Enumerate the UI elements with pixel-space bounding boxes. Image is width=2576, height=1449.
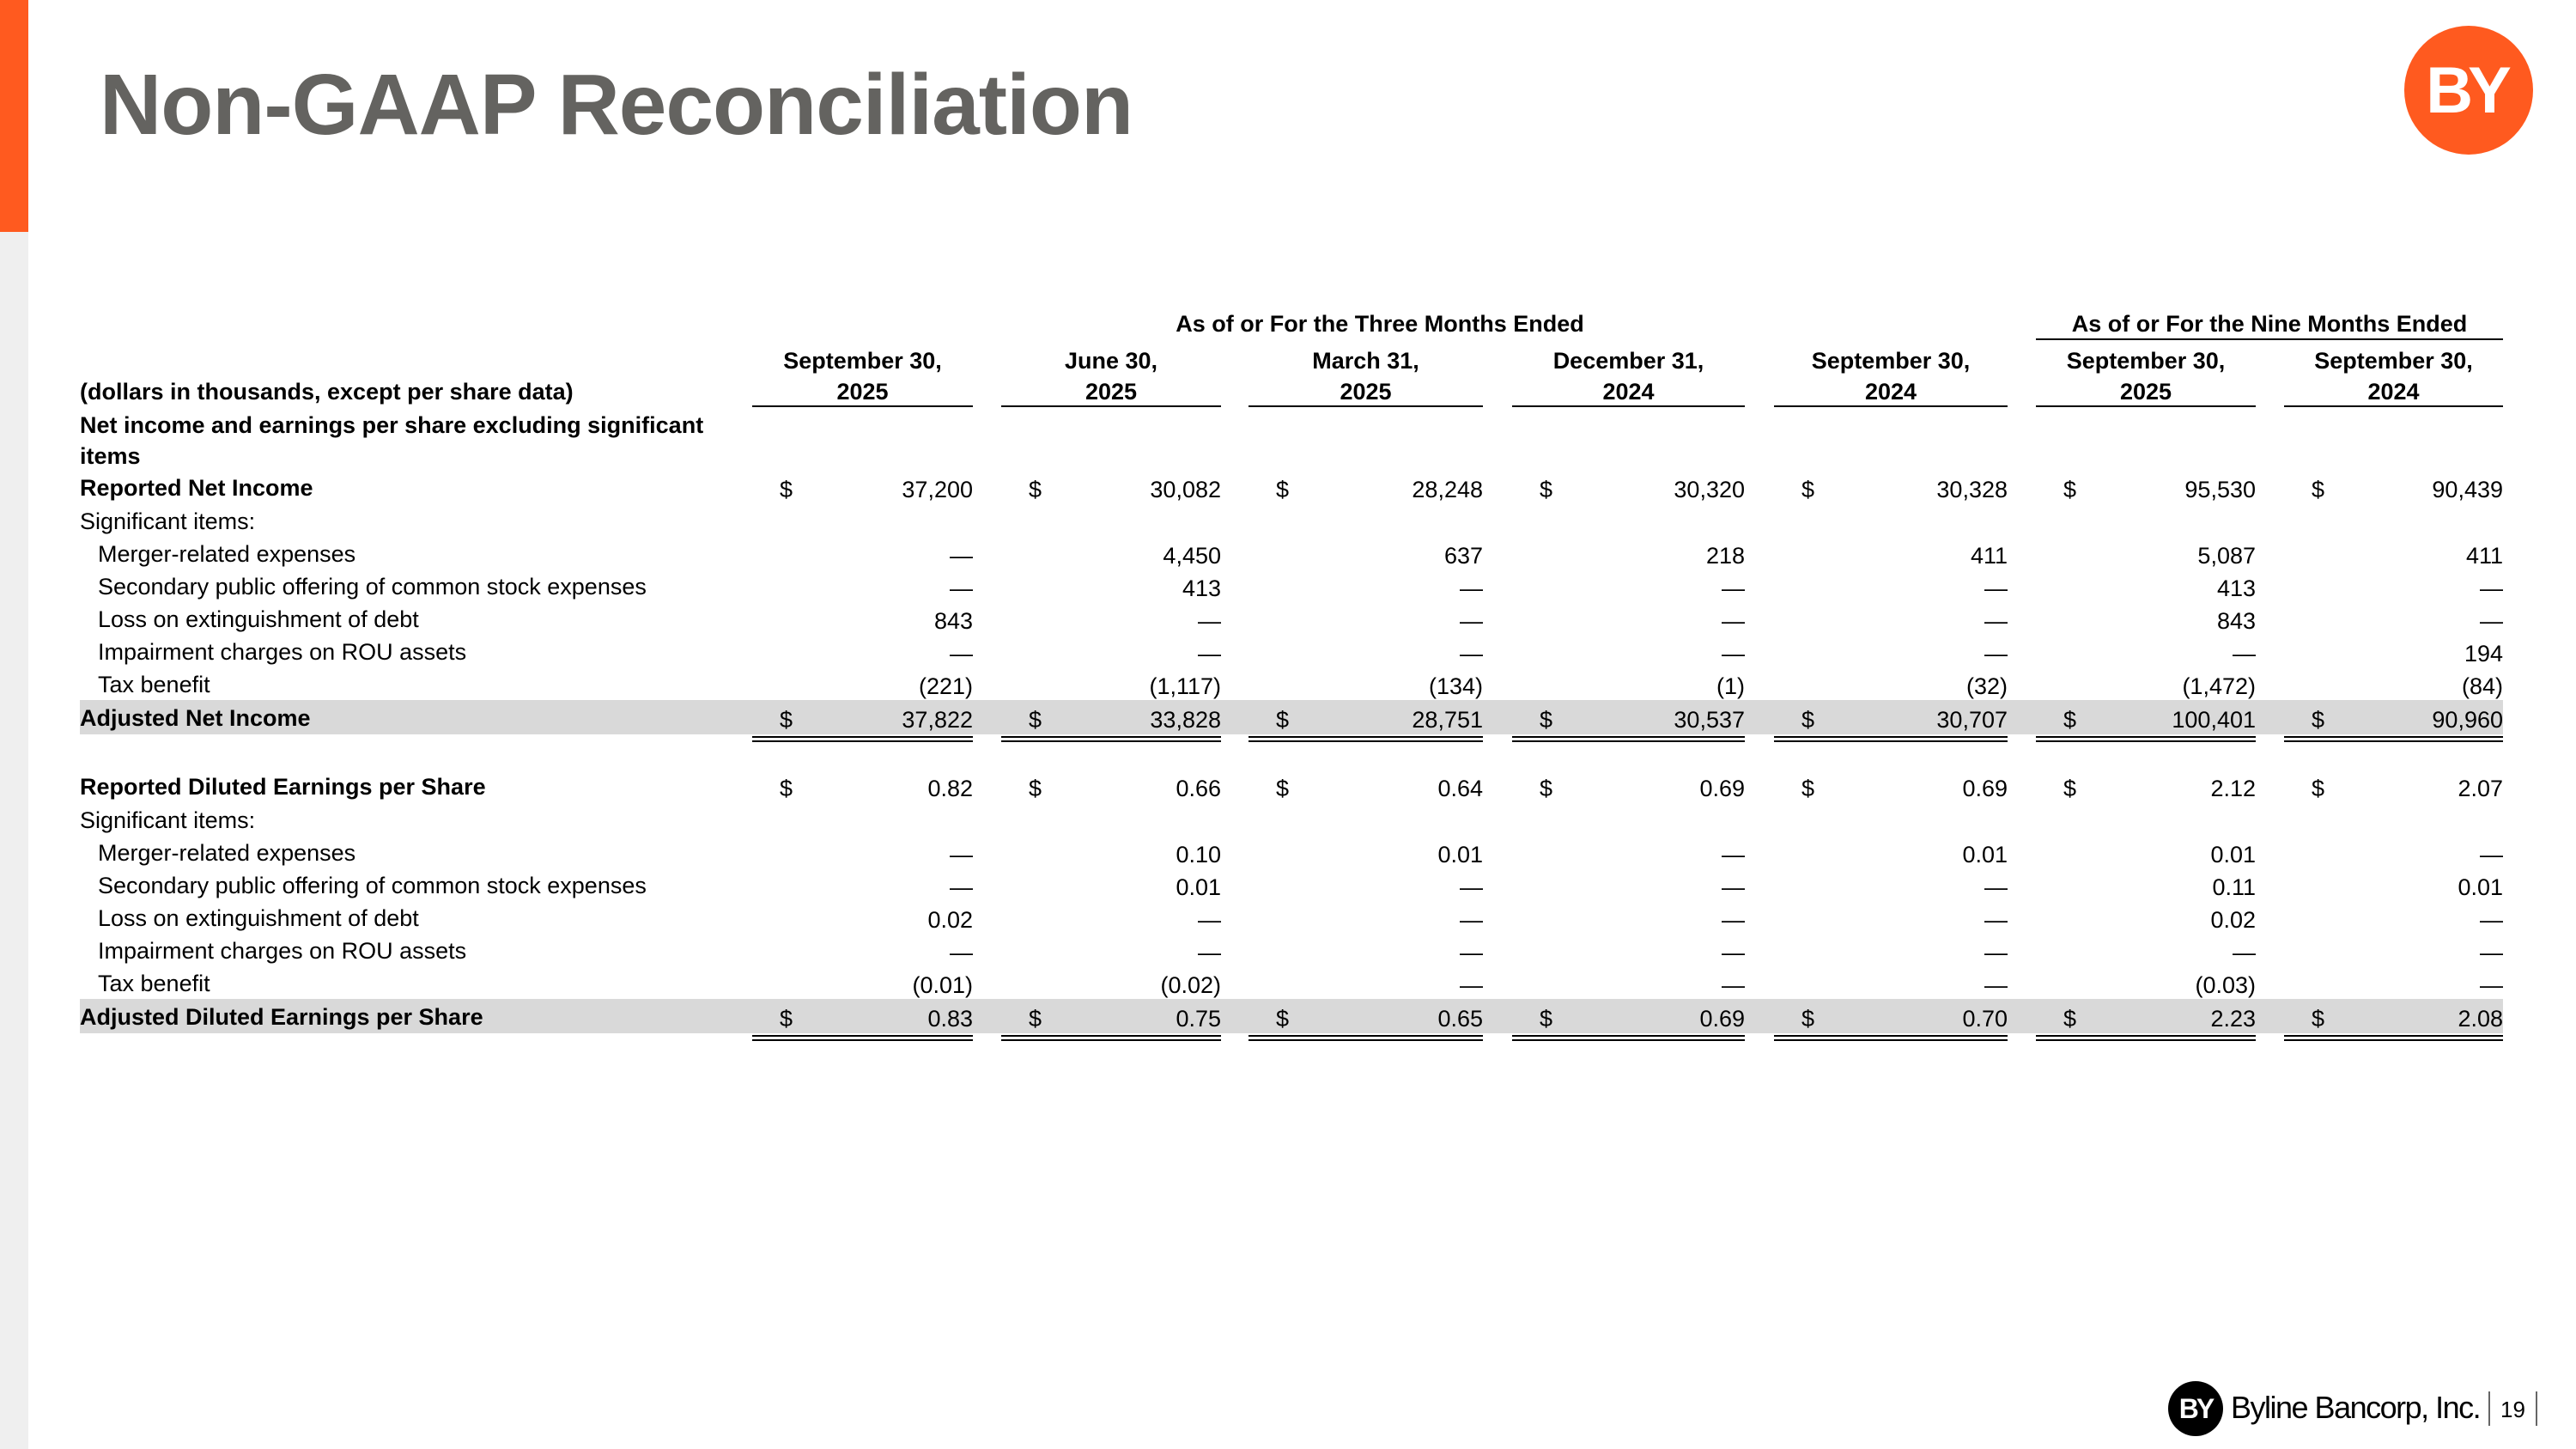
currency-symbol: $ (1801, 1006, 1815, 1032)
table-cell-value: 0.01 (2210, 842, 2256, 868)
table-cell-value: 413 (2216, 575, 2256, 601)
table-cell-value: — (1460, 608, 1483, 634)
currency-symbol: $ (2063, 776, 2077, 801)
total-double-underline (1001, 1035, 1221, 1037)
table-cell-value: — (2480, 575, 2503, 601)
table-cell-value: — (1460, 874, 1483, 900)
total-double-underline (2284, 1035, 2503, 1037)
table-cell-value: 4,450 (1163, 543, 1221, 569)
column-header-year: 2024 (1864, 379, 1917, 405)
table-cell-value: (221) (918, 673, 973, 699)
table-cell-value: — (1984, 608, 2008, 634)
column-header-underline (1512, 405, 1745, 407)
table-cell-value: — (950, 575, 973, 601)
table-cell-value: — (950, 842, 973, 868)
table-cell-value: 28,248 (1412, 477, 1483, 502)
table-cell-value: (84) (2461, 673, 2503, 699)
total-double-underline (1249, 1035, 1483, 1037)
column-header (2036, 345, 2256, 407)
table-cell-value: 0.01 (1437, 842, 1483, 868)
table-cell-value: (32) (1965, 673, 2008, 699)
table-cell-value: — (2233, 641, 2256, 667)
currency-symbol: $ (1540, 707, 1553, 733)
table-cell-value: — (950, 641, 973, 667)
table-cell-value: — (1722, 575, 1745, 601)
total-double-underline (2284, 1039, 2503, 1041)
total-double-underline (1774, 1035, 2008, 1037)
table-cell-value: — (1460, 907, 1483, 933)
table-cell-value: (134) (1428, 673, 1483, 699)
group-underline (2036, 338, 2503, 340)
row-label: Secondary public offering of common stock expenses (98, 873, 647, 898)
currency-symbol: $ (780, 707, 793, 733)
table-cell-value: 0.11 (2212, 874, 2256, 900)
footer-divider (2536, 1391, 2537, 1426)
currency-symbol: $ (2063, 477, 2077, 502)
column-header-underline (2036, 405, 2256, 407)
total-double-underline (1249, 1039, 1483, 1041)
currency-symbol: $ (1801, 776, 1815, 801)
total-double-underline (752, 740, 973, 742)
row-label: Significant items: (80, 807, 256, 833)
table-cell-value: 0.64 (1437, 776, 1483, 801)
section-header: items (80, 443, 141, 469)
total-double-underline (1774, 736, 2008, 738)
currency-symbol: $ (1540, 1006, 1553, 1032)
table-cell-value: 30,320 (1674, 477, 1745, 502)
total-double-underline (1774, 1039, 2008, 1041)
table-cell-value: 411 (1970, 543, 2008, 569)
units-label: (dollars in thousands, except per share data) (80, 379, 574, 405)
table-cell-value: 100,401 (2172, 707, 2256, 733)
table-cell-value: 0.82 (927, 776, 973, 801)
table-cell-value: 0.10 (1176, 842, 1221, 868)
table-cell-value: 30,707 (1936, 707, 2008, 733)
table-cell-value: — (1198, 608, 1221, 634)
column-header-date: September 30, (2314, 348, 2473, 374)
total-double-underline (1001, 1039, 1221, 1041)
table-cell-value: — (1460, 641, 1483, 667)
table-cell-value: 0.83 (927, 1006, 973, 1032)
column-header-underline (1001, 405, 1221, 407)
column-header-date: September 30, (2066, 348, 2226, 374)
row-label: Significant items: (80, 508, 256, 534)
table-cell-value: 33,828 (1150, 707, 1221, 733)
footer-divider (2488, 1391, 2490, 1426)
currency-symbol: $ (2063, 1006, 2077, 1032)
table-cell-value: — (950, 940, 973, 965)
table-cell-value: 37,200 (902, 477, 973, 502)
table-cell-value: (1,472) (2182, 673, 2256, 699)
table-cell-value: 0.01 (2458, 874, 2503, 900)
row-label: Impairment charges on ROU assets (98, 639, 467, 665)
table-cell-value: 2.08 (2458, 1006, 2503, 1032)
column-header (752, 345, 973, 407)
table-cell-value: 28,751 (1412, 707, 1483, 733)
currency-symbol: $ (1801, 477, 1815, 502)
table-cell-value: — (1984, 940, 2008, 965)
column-header (1001, 345, 1221, 407)
currency-symbol: $ (2312, 776, 2325, 801)
table-cell-value: — (1984, 972, 2008, 998)
logo-text: BY (2426, 53, 2506, 127)
table-cell-value: 194 (2464, 641, 2503, 667)
column-header-year: 2025 (1084, 379, 1138, 405)
column-header-underline (2284, 405, 2503, 407)
table-cell-value: (0.02) (1160, 972, 1221, 998)
total-double-underline (1512, 1035, 1745, 1037)
table-cell-value: 30,328 (1936, 477, 2008, 502)
total-row-label: Adjusted Net Income (80, 705, 311, 731)
table-cell-value: 843 (2216, 608, 2256, 634)
page-number: 19 (2500, 1397, 2525, 1422)
table-cell-value: 0.70 (1962, 1006, 2008, 1032)
table-cell-value: — (1722, 972, 1745, 998)
footer-logo-icon: BY (2168, 1381, 2223, 1436)
table-cell-value: 90,439 (2432, 477, 2503, 502)
column-header-date: September 30, (783, 348, 942, 374)
row-label: Merger-related expenses (98, 541, 356, 567)
table-cell-value: 413 (1182, 575, 1221, 601)
table-cell-value: (1) (1716, 673, 1745, 699)
table-cell-value: 90,960 (2432, 707, 2503, 733)
total-double-underline (2036, 740, 2256, 742)
currency-symbol: $ (1801, 707, 1815, 733)
total-double-underline (1249, 736, 1483, 738)
table-cell-value: — (2480, 907, 2503, 933)
total-double-underline (1512, 740, 1745, 742)
column-header-underline (752, 405, 973, 407)
column-header-date: June 30, (1064, 348, 1158, 374)
currency-symbol: $ (2312, 707, 2325, 733)
table-cell-value: — (1722, 940, 1745, 965)
column-header (2284, 345, 2503, 407)
table-cell-value: — (1722, 842, 1745, 868)
column-header-date: March 31, (1312, 348, 1419, 374)
currency-symbol: $ (780, 776, 793, 801)
total-double-underline (1001, 736, 1221, 738)
column-header-date: September 30, (1811, 348, 1971, 374)
total-double-underline (2036, 736, 2256, 738)
table-cell-value: — (1984, 874, 2008, 900)
row-label: Tax benefit (98, 971, 210, 996)
total-double-underline (1001, 740, 1221, 742)
column-header-year: 2024 (1602, 379, 1655, 405)
table-cell-value: — (1460, 972, 1483, 998)
currency-symbol: $ (1029, 477, 1042, 502)
currency-symbol: $ (1276, 477, 1290, 502)
section-header: Net income and earnings per share excluding significant (80, 412, 704, 438)
column-header-year: 2024 (2367, 379, 2420, 405)
currency-symbol: $ (2312, 1006, 2325, 1032)
total-double-underline (752, 736, 973, 738)
footer-company-name: Byline Bancorp, Inc. (2231, 1390, 2481, 1425)
table-cell-value: 95,530 (2184, 477, 2256, 502)
table-cell-value: 0.02 (2210, 907, 2256, 933)
table-cell-value: 0.69 (1699, 1006, 1745, 1032)
currency-symbol: $ (2312, 477, 2325, 502)
table-cell-value: 5,087 (2197, 543, 2256, 569)
table-cell-value: (0.03) (2195, 972, 2256, 998)
currency-symbol: $ (780, 477, 793, 502)
row-label: Impairment charges on ROU assets (98, 938, 467, 964)
table-cell-value: — (2480, 608, 2503, 634)
currency-symbol: $ (780, 1006, 793, 1032)
total-double-underline (1512, 1039, 1745, 1041)
total-double-underline (1249, 740, 1483, 742)
column-header (1512, 345, 1745, 407)
total-double-underline (1774, 740, 2008, 742)
currency-symbol: $ (1029, 707, 1042, 733)
total-row-label: Adjusted Diluted Earnings per Share (80, 1004, 483, 1030)
column-header-underline (1774, 405, 2008, 407)
total-double-underline (752, 1039, 973, 1041)
table-cell-value: 2.12 (2210, 776, 2256, 801)
table-cell-value: 0.01 (1176, 874, 1221, 900)
total-double-underline (2284, 736, 2503, 738)
column-header-date: December 31, (1552, 348, 1704, 374)
table-cell-value: — (1984, 575, 2008, 601)
table-cell-value: 2.07 (2458, 776, 2503, 801)
row-label: Loss on extinguishment of debt (98, 606, 419, 632)
table-cell-value: — (2480, 972, 2503, 998)
row-label: Merger-related expenses (98, 840, 356, 866)
total-double-underline (2284, 740, 2503, 742)
row-label: Tax benefit (98, 672, 210, 697)
table-cell-value: 0.75 (1176, 1006, 1221, 1032)
table-cell-value: — (950, 543, 973, 569)
table-cell-value: 0.69 (1699, 776, 1745, 801)
row-label: Reported Net Income (80, 475, 313, 501)
table-cell-value: 637 (1443, 543, 1483, 569)
currency-symbol: $ (1029, 776, 1042, 801)
currency-symbol: $ (1276, 1006, 1290, 1032)
currency-symbol: $ (1276, 776, 1290, 801)
currency-symbol: $ (1029, 1006, 1042, 1032)
table-cell-value: — (2233, 940, 2256, 965)
table-cell-value: 843 (933, 608, 973, 634)
total-double-underline (2036, 1035, 2256, 1037)
table-cell-value: — (1722, 608, 1745, 634)
currency-symbol: $ (1540, 477, 1553, 502)
table-cell-value: — (1722, 874, 1745, 900)
total-double-underline (1512, 736, 1745, 738)
table-cell-value: (1,117) (1149, 673, 1221, 699)
currency-symbol: $ (1276, 707, 1290, 733)
group-header-nine-months: As of or For the Nine Months Ended (2071, 311, 2468, 337)
table-cell-value: 218 (1705, 543, 1745, 569)
total-double-underline (2036, 1039, 2256, 1041)
table-cell-value: 0.02 (927, 907, 973, 933)
table-cell-value: 0.66 (1176, 776, 1221, 801)
table-cell-value: — (1198, 641, 1221, 667)
column-header (1774, 345, 2008, 407)
table-cell-value: — (1460, 940, 1483, 965)
page-title: Non-GAAP Reconciliation (100, 57, 1133, 153)
table-cell-value: 0.01 (1962, 842, 2008, 868)
column-header-year: 2025 (1340, 379, 1392, 405)
table-cell-value: — (1722, 641, 1745, 667)
table-cell-value: 37,822 (902, 707, 973, 733)
table-cell-value: — (2480, 940, 2503, 965)
currency-symbol: $ (2063, 707, 2077, 733)
table-cell-value: — (950, 874, 973, 900)
table-cell-value: — (2480, 842, 2503, 868)
table-cell-value: 411 (2465, 543, 2503, 569)
row-label: Reported Diluted Earnings per Share (80, 774, 486, 800)
column-header-year: 2025 (836, 379, 889, 405)
table-cell-value: 30,082 (1150, 477, 1221, 502)
table-cell-value: — (1722, 907, 1745, 933)
table-cell-value: — (1984, 641, 2008, 667)
currency-symbol: $ (1540, 776, 1553, 801)
table-cell-value: 30,537 (1674, 707, 1745, 733)
column-header-underline (1249, 405, 1483, 407)
table-cell-value: 0.69 (1962, 776, 2008, 801)
table-cell-value: — (1460, 575, 1483, 601)
column-header-year: 2025 (2119, 379, 2172, 405)
group-header-three-months: As of or For the Three Months Ended (1176, 311, 1584, 337)
table-cell-value: — (1984, 907, 2008, 933)
table-cell-value: 0.65 (1437, 1006, 1483, 1032)
table-cell-value: 2.23 (2210, 1006, 2256, 1032)
total-double-underline (752, 1035, 973, 1037)
table-cell-value: — (1198, 940, 1221, 965)
row-label: Secondary public offering of common stock expenses (98, 574, 647, 600)
table-cell-value: (0.01) (912, 972, 973, 998)
table-cell-value: — (1198, 907, 1221, 933)
column-header (1249, 345, 1483, 407)
row-label: Loss on extinguishment of debt (98, 905, 419, 931)
